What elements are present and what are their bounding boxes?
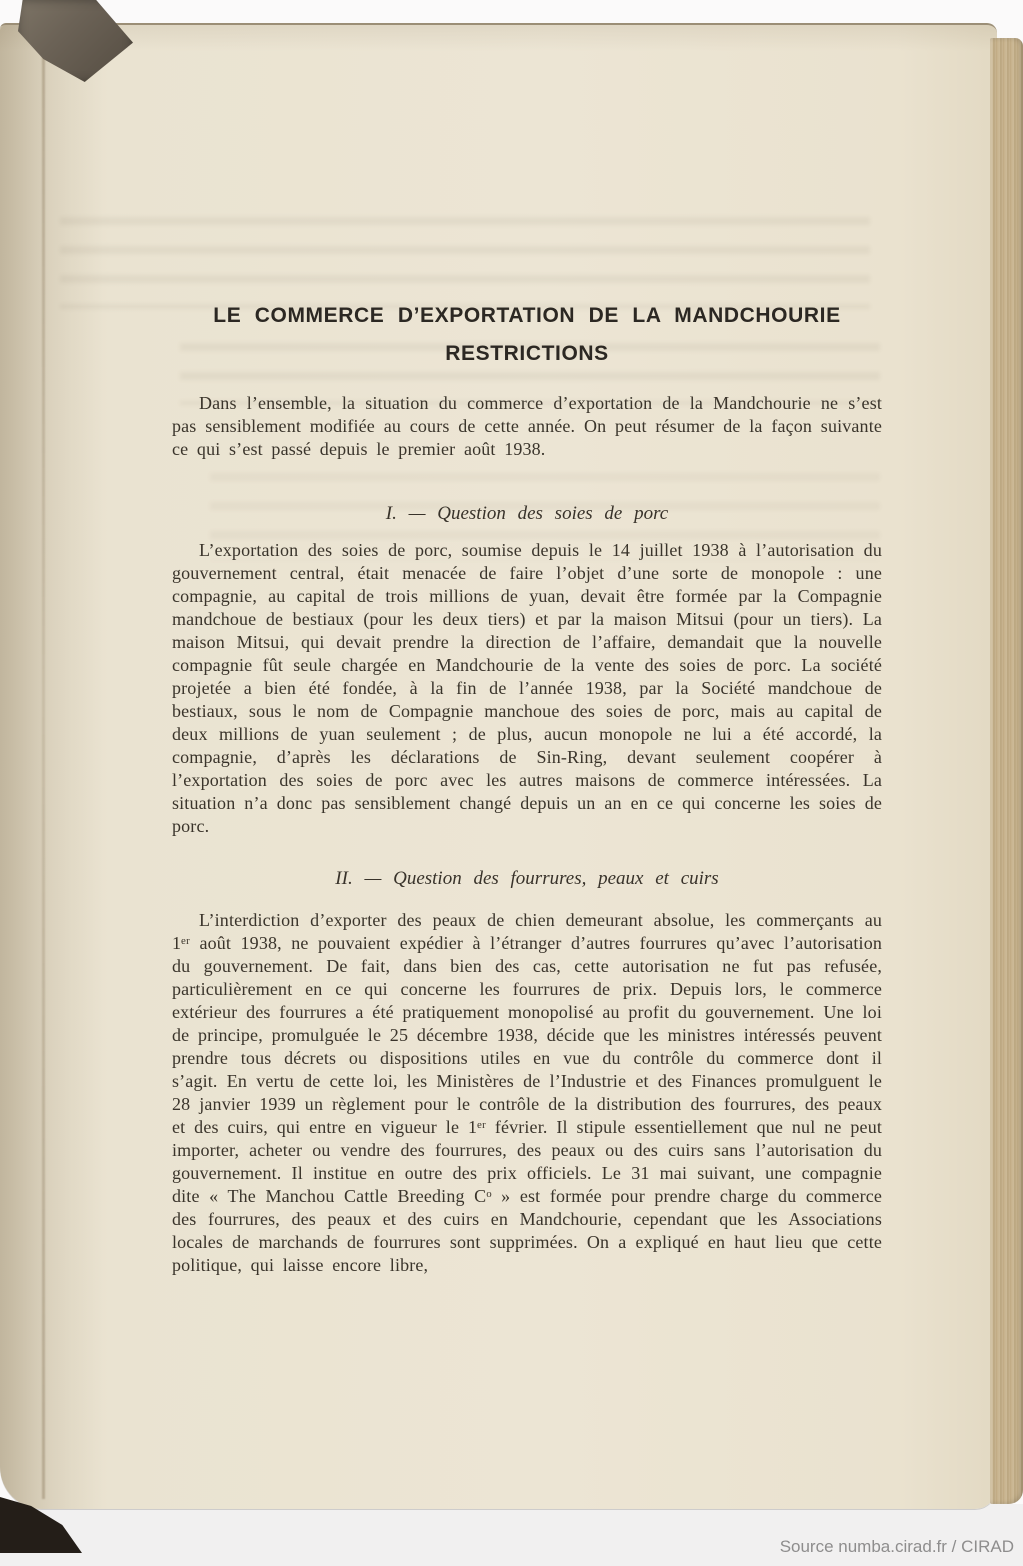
- page-title-line-1: LE COMMERCE D’EXPORTATION DE LA MANDCHOURIE: [213, 304, 841, 327]
- section-2-heading: II. — Question des fourrures, peaux et cuirs: [335, 868, 719, 889]
- book-page: [0, 23, 997, 1509]
- page-text-column: [172, 297, 882, 1277]
- page-title-line-2: RESTRICTIONS: [445, 342, 609, 365]
- show-through-text-band: [60, 217, 870, 309]
- intro-paragraph: Dans l’ensemble, la situation du commerce d’exportation de la Mandchourie ne s’est pas sensiblement modifiée au cours de cette année. On peut résumer de la façon suivante ce qui s’est passé depuis le premier août 1938.: [172, 393, 882, 459]
- section-1-heading: I. — Question des soies de porc: [385, 503, 669, 524]
- page-title: [172, 297, 882, 373]
- section-2-paragraph: L’interdiction d’exporter des peaux de chien demeurant absolue, les commerçants au 1ᵉʳ août 1938, ne pouvaient expédier à l’étranger d’autres fourrures qu’avec l’autorisation du gouvernement. De fait, dans bien des cas, cette autorisation ne fut pas refusée, particulièrement en ce qui concerne les fourrures de prix. Depuis lors, le commerce extérieur des fourrures a été pratiquement monopolisé au profit du gouvernement. Une loi de principe, promulguée le 25 décembre 1938, décide que les ministres intéressés peuvent prendre tous décrets ou dispositions utiles en vue du contrôle du commerce dont il s’agit. En vertu de cette loi, les Ministères de l’Industrie et des Finances promulguent le 28 janvier 1939 un règlement pour le contrôle de la distribution des fourrures, des peaux et des cuirs, qui entre en vigueur le 1ᵉʳ février. Il stipule essentiellement que nul ne peut importer, acheter ou vendre des fourrures, des peaux ou des cuirs sans l’autorisation du gouvernement. Il institue en outre des prix officiels. Le 31 mai suivant, une compagnie dite « The Manchou Cattle Breeding Cᵒ » est formée pour prendre charge du commerce des fourrures, des peaux et des cuirs en Mandchourie, cependant que les Associations locales de marchands de fourrures sont supprimées. On a expliqué en haut lieu que cette politique, qui laisse encore libre,: [172, 910, 882, 1275]
- page-gutter-shade: [0, 25, 130, 1509]
- source-credit: Source numba.cirad.fr / CIRAD: [779, 1537, 1014, 1556]
- page-edge-stack: [990, 38, 1023, 1504]
- page-fold-line: [42, 29, 45, 1499]
- section-1-paragraph: L’exportation des soies de porc, soumise depuis le 14 juillet 1938 à l’autorisation du gouvernement central, était menacée de faire l’objet d’une sorte de monopole : une compagnie, au capital de trois millions de yuan, devait être formée par la Compagnie mandchoue de bestiaux (pour les deux tiers) et par la maison Mitsui (pour un tiers). La maison Mitsui, qui devait prendre la direction de l’affaire, demandait que la nouvelle compagnie fût seule chargée en Mandchourie de la vente des soies de porc. La société projetée a bien été fondée, à la fin de l’année 1938, par la Société mandchoue de bestiaux, sous le nom de Compagnie manchoue des soies de porc, mais au capital de deux millions de yuan seulement ; de plus, aucun monopole ne lui a été accordé, la compagnie, d’après les déclarations de Sin-Ring, devant seulement coopérer à l’exportation des soies de porc avec les autres maisons de commerce intéressées. La situation n’a donc pas sensiblement changé depuis un an en ce qui concerne les soies de porc.: [172, 540, 882, 836]
